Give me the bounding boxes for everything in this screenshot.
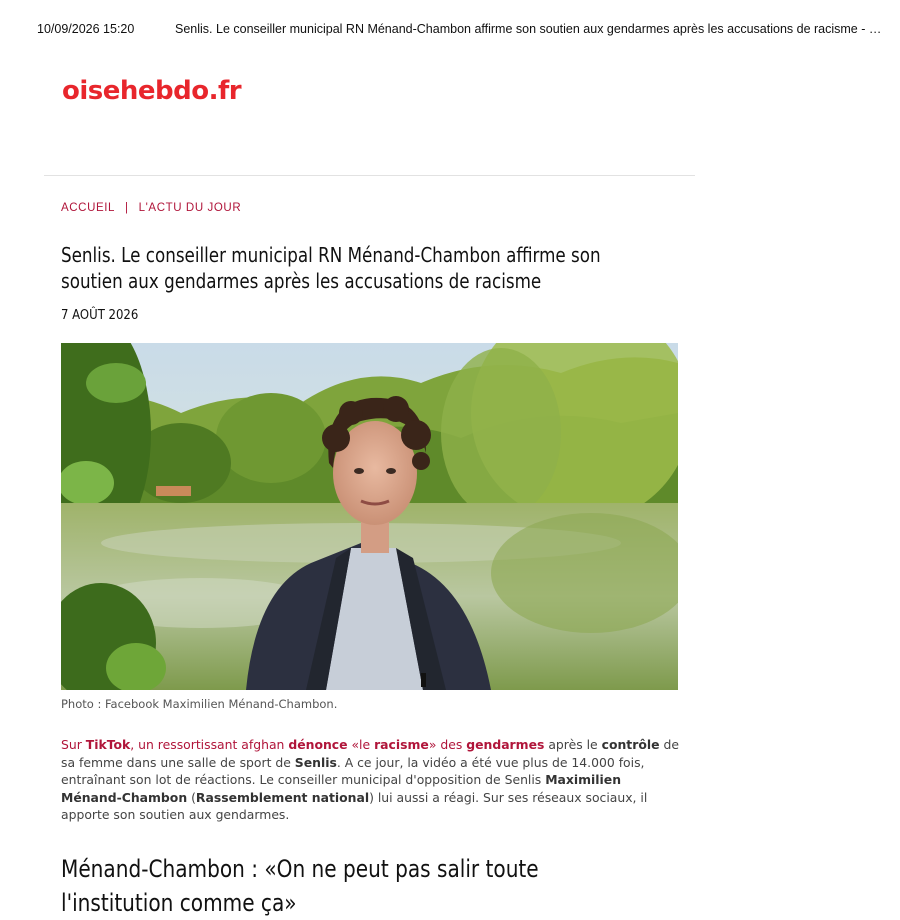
text-fragment: ) lui aussi a réagi. Sur ses réseaux sociaux, il apporte son soutien aux gendarmes. [61,789,648,822]
bold-party: Rassemblement national [195,789,370,805]
bold-controle: contrôle [601,737,660,752]
breadcrumb-home-link[interactable]: ACCUEIL [61,202,116,214]
link-gendarmes[interactable]: gendarmes [466,737,545,752]
article-photo [61,343,678,690]
bold-person-name: Maximilien Ménand-Chambon [61,772,622,805]
text-fragment: » des [428,737,467,752]
header-divider [44,175,695,176]
article-lead-paragraph [61,736,681,824]
text-fragment: . A ce jour, la vidéo a été vue plus de 14.000 fois, entraînant son lot de réactions. Le conseiller municipal d'opposition de Senlis [61,754,645,787]
bold-senlis: Senlis [294,754,337,770]
article-title: Senlis. Le conseiller municipal RN Ménand-Chambon affirme son soutien aux gendarmes après les accusations de racisme [61,243,601,293]
link-racisme[interactable]: racisme [374,737,429,752]
text-fragment: ( [187,789,196,805]
breadcrumb [61,202,241,214]
text-fragment: après le [544,737,602,752]
photo-caption: Photo : Facebook Maximilien Ménand-Chambon. [61,697,338,711]
link-tiktok[interactable]: TikTok [85,737,131,752]
breadcrumb-section-link[interactable]: L'ACTU DU JOUR [138,202,242,214]
text-fragment: Sur [61,737,86,752]
print-datetime: 10/09/2026 15:20 [37,22,135,36]
print-title: Senlis. Le conseiller municipal RN Ménand-Chambon affirme son soutien aux gendarmes après les accusations de racisme - … [175,22,882,36]
text-fragment: de sa femme dans une salle de sport de [61,737,679,770]
link-denonce[interactable]: dénonce [288,737,348,752]
print-header [37,22,882,36]
breadcrumb-separator: | [125,202,129,214]
article-date: 7 AOÛT 2026 [61,308,139,323]
article-subheading: Ménand-Chambon : «On ne peut pas salir toute l'institution comme ça» [61,855,539,917]
text-fragment: , un ressortissant afghan [130,737,289,752]
site-logo[interactable]: oisehebdo.fr [62,76,242,106]
text-fragment: «le [347,737,375,752]
